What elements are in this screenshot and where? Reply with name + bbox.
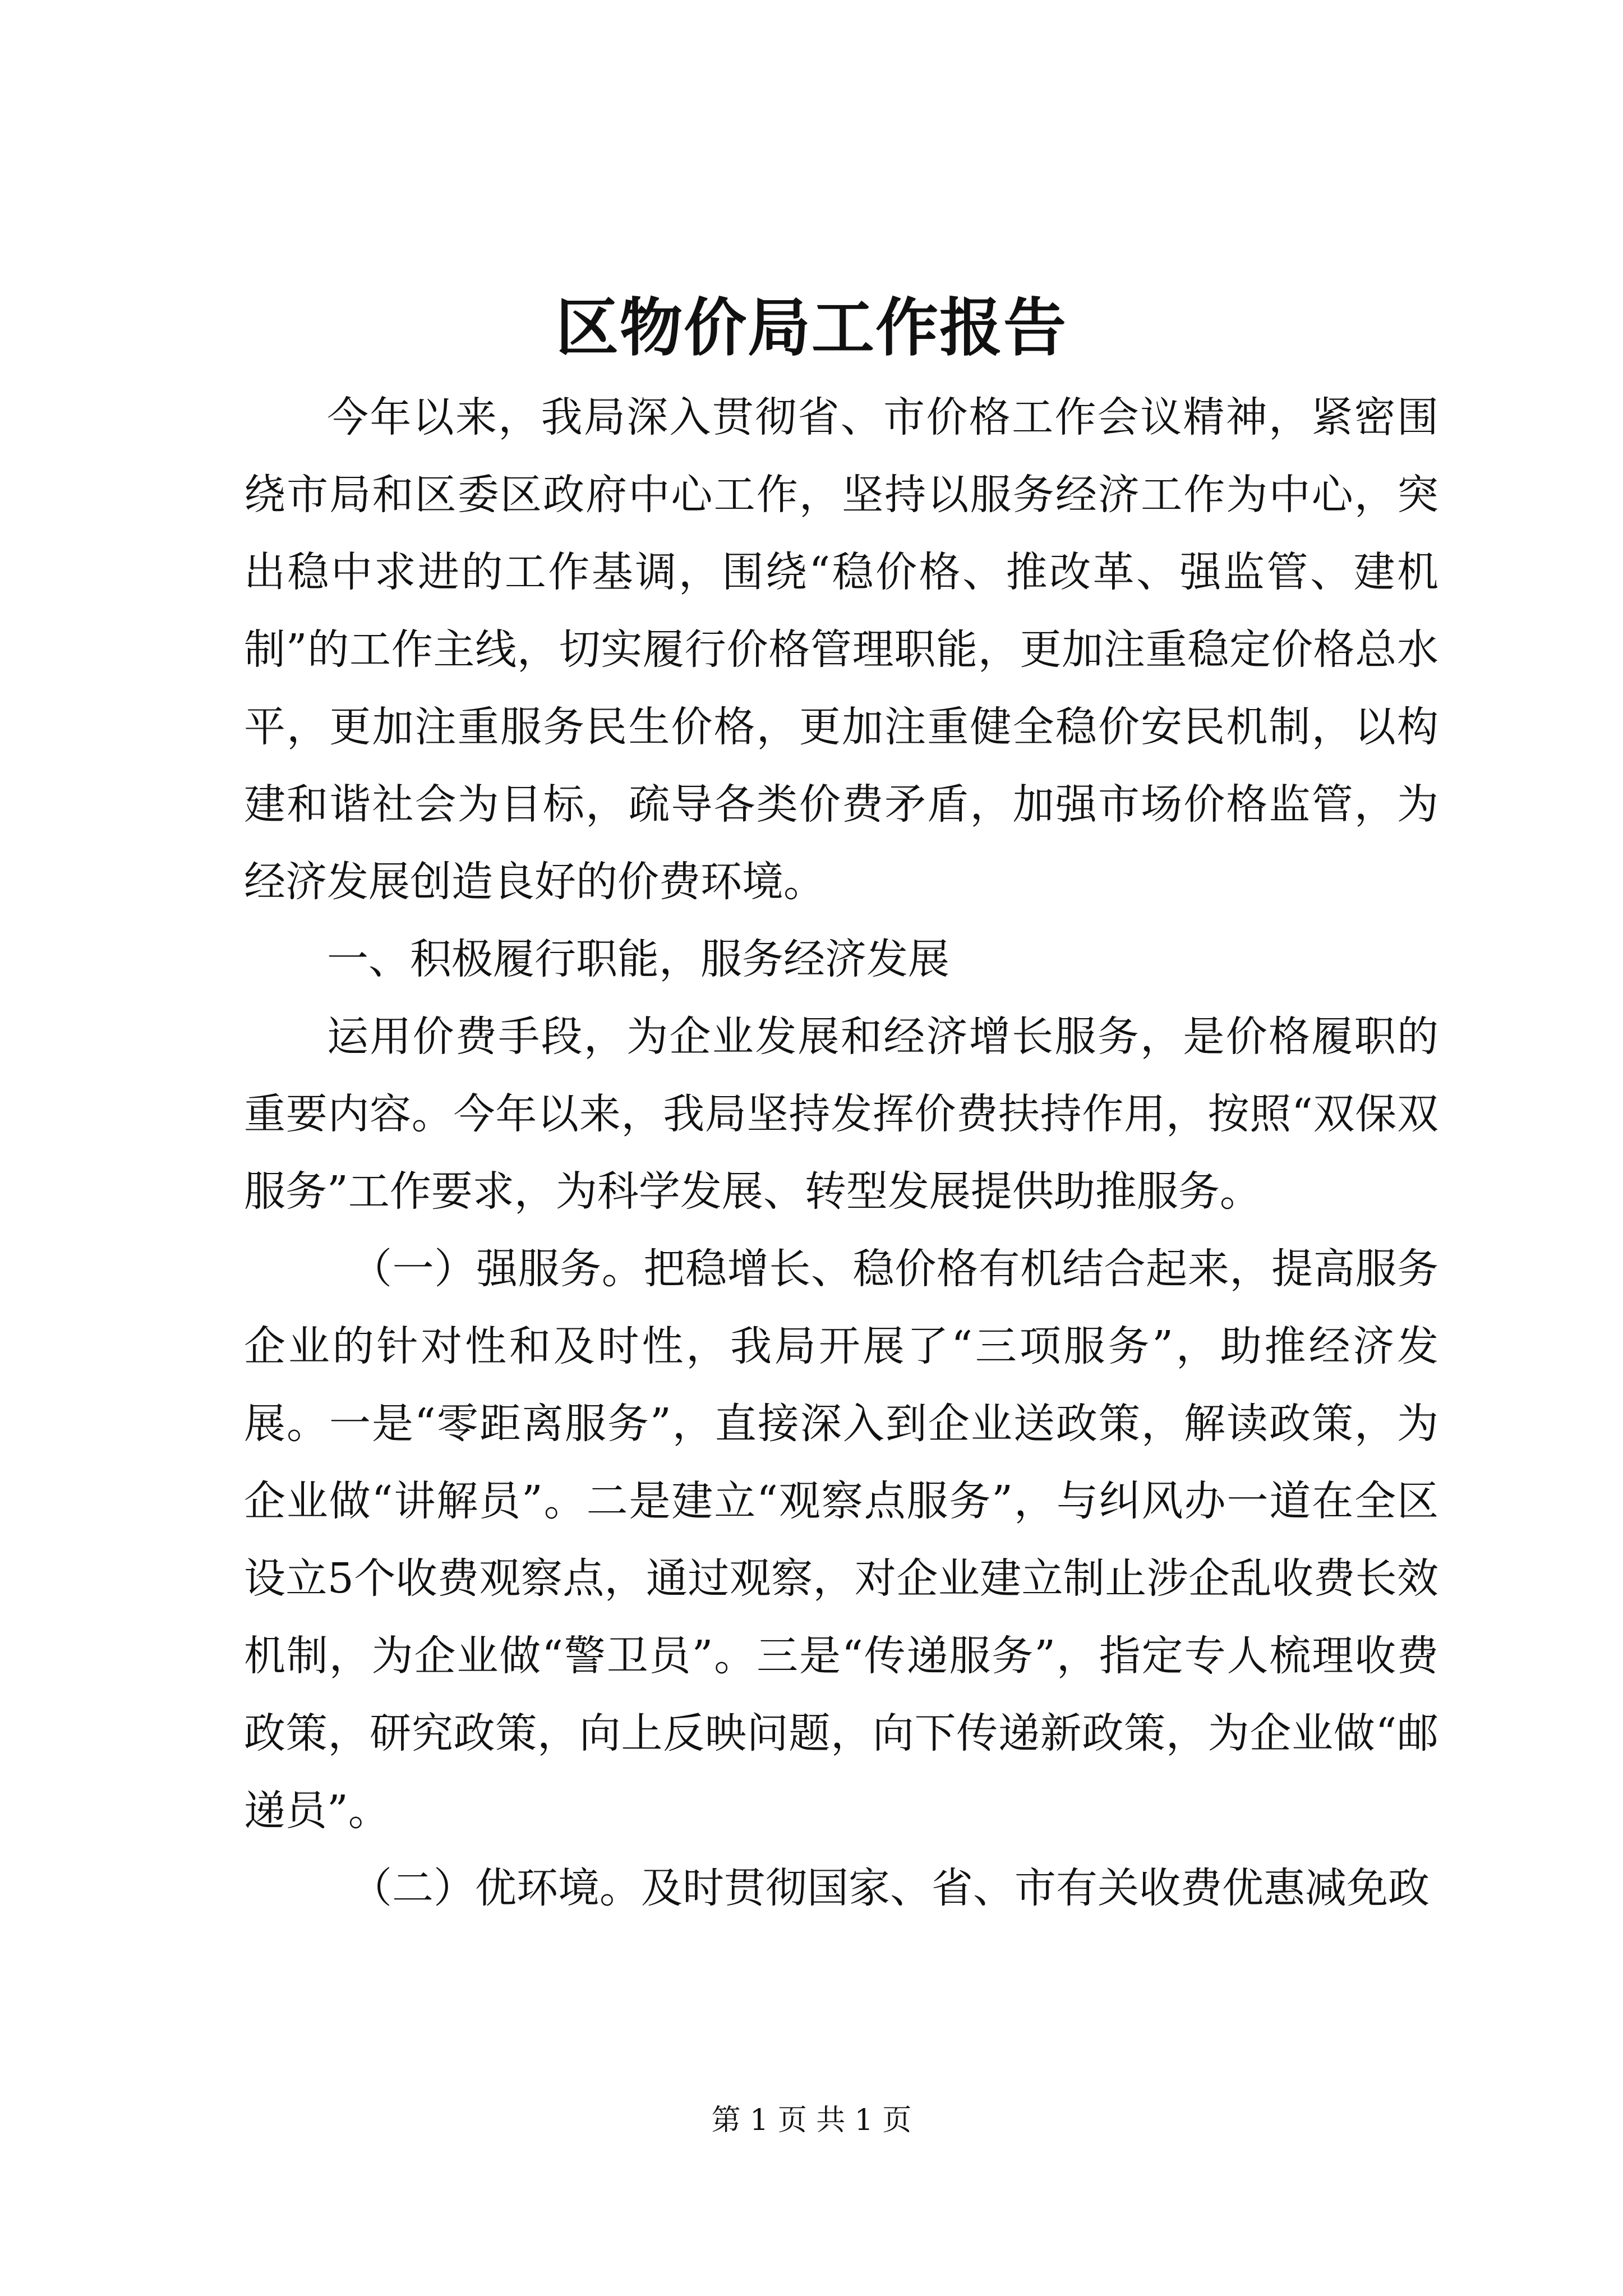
paragraph-subsection-2: （二）优环境。及时贯彻国家、省、市有关收费优惠减免政 — [351, 1864, 1430, 1912]
paragraph-subsection-1: （一）强服务。把稳增长、稳价格有机结合起来，提高服务企业的针对性和及时性，我局开展了“三项服务”，助推经济发展。一是“零距离服务”，直接深入到企业送政策，解读政策，为企业做“讲解员”。二是建立“观察点服务”，与纠风办一道在全区设立5个收费观察点，通过观察，对企业建立制止涉企乱收费长效机制，为企业做“警卫员”。三是“传递服务”，指定专人梳理收费政策，研究政策，向上反映问题，向下传递新政策，为企业做“邮递员”。 — [244, 1245, 1438, 1835]
paragraph-intro: 今年以来，我局深入贯彻省、市价格工作会议精神，紧密围绕市局和区委区政府中心工作，坚持以服务经济工作为中心，突出稳中求进的工作基调，围绕“稳价格、推改革、强监管、建机制”的工作主线，切实履行价格管理职能，更加注重稳定价格总水平，更加注重服务民生价格，更加注重健全稳价安民机制，以构建和谐社会为目标，疏导各类价费矛盾，加强市场价格监管，为经济发展创造良好的价费环境。 — [244, 393, 1438, 906]
paragraph-section-1: 运用价费手段，为企业发展和经济增长服务，是价格履职的重要内容。今年以来，我局坚持发挥价费扶持作用，按照“双保双服务”工作要求，为科学发展、转型发展提供助推服务。 — [244, 1013, 1438, 1216]
section-heading-1: 一、积极履行职能，服务经济发展 — [327, 935, 949, 983]
document-title: 区物价局工作报告 — [556, 291, 1067, 365]
page-number-footer: 第 1 页 共 1 页 — [711, 2104, 912, 2137]
document-body — [244, 379, 1438, 1927]
